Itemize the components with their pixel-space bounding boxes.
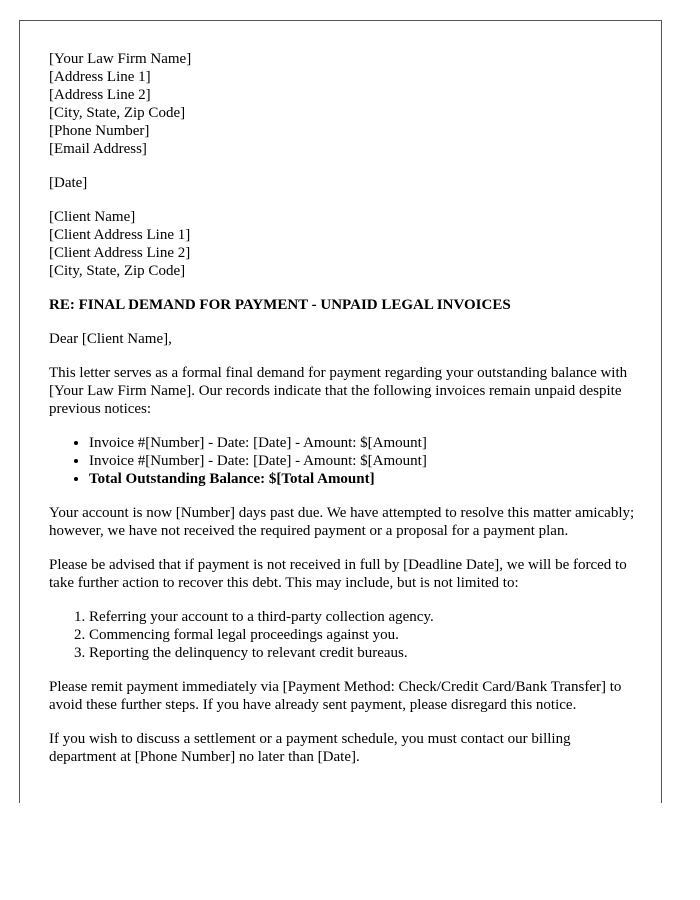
action-item: 2. Commencing formal legal proceedings against you. [89,626,639,644]
sender-address-block [49,50,639,158]
action-item: 3. Reporting the delinquency to relevant credit bureaus. [89,644,639,662]
letter-date: [Date] [49,175,88,191]
sender-city-state-zip: [City, State, Zip Code] [49,105,186,121]
settlement-paragraph: If you wish to discuss a settlement or a payment schedule, you must contact our billing department at [Phone Number] no later than [Date]. [49,731,571,765]
recipient-address-line1: [Client Address Line 1] [49,227,191,243]
recipient-address-line2: [Client Address Line 2] [49,245,191,261]
invoice-list [49,434,639,488]
remit-paragraph: Please remit payment immediately via [Payment Method: Check/Credit Card/Bank Transfer] to avoid these further steps. If you have already sent payment, please disregard this notice. [49,679,622,713]
actions-list [49,608,639,662]
past-due-paragraph: Your account is now [Number] days past due. We have attempted to resolve this matter amicably; however, we have not received the required payment or a proposal for a payment plan. [49,505,635,539]
invoice-item: • Invoice #[Number] - Date: [Date] - Amount: $[Amount] [89,434,639,452]
warning-paragraph: Please be advised that if payment is not received in full by [Deadline Date], we will be forced to take further action to recover this debt. This may include, but is not limited to: [49,557,627,591]
action-item: 1. Referring your account to a third-party collection agency. [89,608,639,626]
recipient-address-block [49,208,639,280]
sender-firm-name: [Your Law Firm Name] [49,51,192,67]
salutation: Dear [Client Name], [49,331,172,347]
intro-paragraph: This letter serves as a formal final demand for payment regarding your outstanding balance with [Your Law Firm Name]. Our records indicate that the following invoices remain unpaid despite previous notices: [49,365,628,417]
subject-line: RE: FINAL DEMAND FOR PAYMENT - UNPAID LEGAL INVOICES [49,297,511,313]
invoice-item: • Invoice #[Number] - Date: [Date] - Amount: $[Amount] [89,452,639,470]
sender-address-line2: [Address Line 2] [49,87,151,103]
sender-address-line1: [Address Line 1] [49,69,151,85]
total-balance-item: • Total Outstanding Balance: $[Total Amount] [89,470,639,488]
letter-page [19,20,662,803]
letter-content [49,50,639,782]
recipient-city-state-zip: [City, State, Zip Code] [49,263,186,279]
sender-email: [Email Address] [49,141,147,157]
sender-phone: [Phone Number] [49,123,150,139]
recipient-name: [Client Name] [49,209,136,225]
date-block [49,174,639,192]
